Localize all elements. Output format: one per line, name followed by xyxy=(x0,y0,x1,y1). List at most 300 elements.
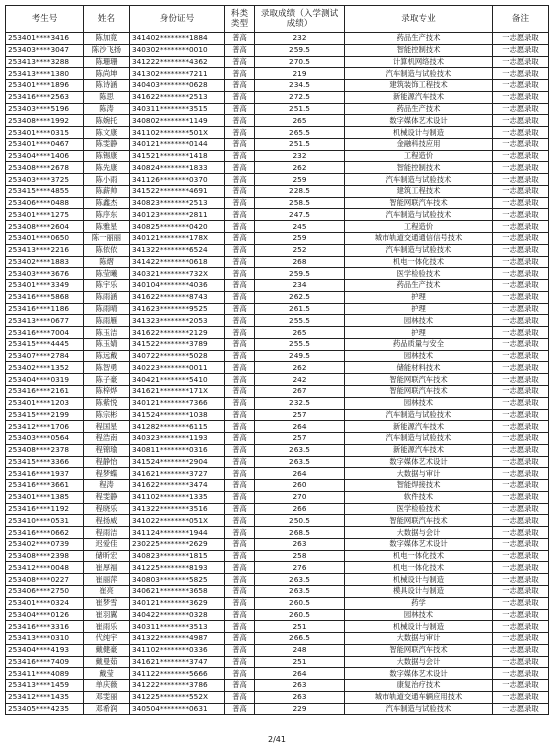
cell-exam-number: 253416****1192 xyxy=(6,503,84,515)
cell-category: 普高 xyxy=(225,138,255,150)
table-row xyxy=(6,703,549,715)
cell-exam-number: 253413****1459 xyxy=(6,680,84,692)
cell-student-name: 陈珊珊 xyxy=(84,56,130,68)
table-row xyxy=(6,291,549,303)
cell-category: 普高 xyxy=(225,127,255,139)
cell-exam-number: 253403****0564 xyxy=(6,433,84,445)
cell-remark: 一志愿录取 xyxy=(493,327,549,339)
cell-score: 234.5 xyxy=(255,80,345,92)
cell-exam-number: 253416****7004 xyxy=(6,327,84,339)
cell-major: 智能焊接技术 xyxy=(345,480,493,492)
cell-major: 医学检验技术 xyxy=(345,503,493,515)
table-row xyxy=(6,621,549,633)
cell-id-number: 340422********0328 xyxy=(130,609,225,621)
cell-remark: 一志愿录取 xyxy=(493,162,549,174)
cell-id-number: 340802********1149 xyxy=(130,115,225,127)
header-exam-number: 考生号 xyxy=(6,6,84,33)
cell-score: 251 xyxy=(255,656,345,668)
table-row xyxy=(6,409,549,421)
table-row xyxy=(6,421,549,433)
cell-student-name: 陈雨涵 xyxy=(84,291,130,303)
cell-major: 智能控制技术 xyxy=(345,44,493,56)
cell-score: 251 xyxy=(255,621,345,633)
cell-major: 城市轨道交通车辆应用技术 xyxy=(345,691,493,703)
table-row xyxy=(6,244,549,256)
cell-student-name: 陈序东 xyxy=(84,209,130,221)
cell-id-number: 341522********3789 xyxy=(130,338,225,350)
cell-major: 智能控制技术 xyxy=(345,162,493,174)
cell-major: 汽车制造与试验技术 xyxy=(345,68,493,80)
cell-remark: 一志愿录取 xyxy=(493,103,549,115)
cell-id-number: 341622********3474 xyxy=(130,480,225,492)
cell-major: 汽车制造与试验技术 xyxy=(345,409,493,421)
cell-id-number: 341622********2513 xyxy=(130,91,225,103)
table-row xyxy=(6,574,549,586)
table-row xyxy=(6,162,549,174)
cell-major: 模具设计与制造 xyxy=(345,585,493,597)
cell-category: 普高 xyxy=(225,221,255,233)
cell-remark: 一志愿录取 xyxy=(493,621,549,633)
cell-score: 229 xyxy=(255,703,345,715)
cell-id-number: 340121********7366 xyxy=(130,397,225,409)
cell-id-number: 340302********0010 xyxy=(130,44,225,56)
cell-id-number: 340121********3629 xyxy=(130,597,225,609)
cell-id-number: 341222********4362 xyxy=(130,56,225,68)
header-category xyxy=(225,6,255,33)
cell-exam-number: 253416****0662 xyxy=(6,527,84,539)
cell-category: 普高 xyxy=(225,409,255,421)
cell-student-name: 陈小雨 xyxy=(84,174,130,186)
cell-score: 247.5 xyxy=(255,209,345,221)
cell-remark: 一志愿录取 xyxy=(493,80,549,92)
cell-major: 新能源汽车技术 xyxy=(345,91,493,103)
cell-major: 计算机网络技术 xyxy=(345,56,493,68)
cell-exam-number: 253416****1937 xyxy=(6,468,84,480)
cell-remark: 一志愿录取 xyxy=(493,174,549,186)
cell-major: 园林技术 xyxy=(345,397,493,409)
cell-exam-number: 253416****2563 xyxy=(6,91,84,103)
cell-exam-number: 253415****4445 xyxy=(6,338,84,350)
cell-category: 普高 xyxy=(225,691,255,703)
cell-exam-number: 253408****2378 xyxy=(6,444,84,456)
cell-id-number: 341402********1884 xyxy=(130,33,225,45)
cell-remark: 一志愿录取 xyxy=(493,91,549,103)
cell-remark: 一志愿录取 xyxy=(493,150,549,162)
table-row xyxy=(6,338,549,350)
cell-remark: 一志愿录取 xyxy=(493,691,549,703)
cell-major: 工程造价 xyxy=(345,221,493,233)
table-row xyxy=(6,44,549,56)
cell-exam-number: 253401****1275 xyxy=(6,209,84,221)
cell-student-name: 崔厚福 xyxy=(84,562,130,574)
cell-remark: 一志愿录取 xyxy=(493,468,549,480)
cell-exam-number: 253416****2161 xyxy=(6,385,84,397)
cell-student-name: 程晓乐 xyxy=(84,503,130,515)
cell-major: 新能源汽车技术 xyxy=(345,444,493,456)
cell-category: 普高 xyxy=(225,574,255,586)
cell-student-name: 崔羽翼 xyxy=(84,609,130,621)
cell-score: 266 xyxy=(255,503,345,515)
cell-remark: 一志愿录取 xyxy=(493,315,549,327)
table-row xyxy=(6,174,549,186)
cell-id-number: 340824********1833 xyxy=(130,162,225,174)
cell-major: 汽车制造与试验技术 xyxy=(345,174,493,186)
table-row xyxy=(6,656,549,668)
cell-major: 工程造价 xyxy=(345,150,493,162)
cell-exam-number: 253412****1435 xyxy=(6,691,84,703)
cell-major: 城市轨道交通通信信号技术 xyxy=(345,233,493,245)
cell-score: 265 xyxy=(255,115,345,127)
cell-score: 248 xyxy=(255,644,345,656)
cell-id-number: 341621********3727 xyxy=(130,468,225,480)
cell-remark: 一志愿录取 xyxy=(493,656,549,668)
cell-category: 普高 xyxy=(225,550,255,562)
cell-remark: 一志愿录取 xyxy=(493,209,549,221)
cell-id-number: 341524********1038 xyxy=(130,409,225,421)
cell-remark: 一志愿录取 xyxy=(493,585,549,597)
table-row xyxy=(6,268,549,280)
cell-remark: 一志愿录取 xyxy=(493,44,549,56)
cell-category: 普高 xyxy=(225,503,255,515)
table-row xyxy=(6,456,549,468)
cell-score: 228.5 xyxy=(255,185,345,197)
cell-category: 普高 xyxy=(225,197,255,209)
cell-student-name: 邓雯丽 xyxy=(84,691,130,703)
cell-student-name: 陈文康 xyxy=(84,127,130,139)
cell-major: 汽车制造与试验技术 xyxy=(345,209,493,221)
cell-category: 普高 xyxy=(225,656,255,668)
cell-remark: 一志愿录取 xyxy=(493,421,549,433)
cell-exam-number: 253401****0467 xyxy=(6,138,84,150)
cell-student-name: 陈雯静 xyxy=(84,138,130,150)
cell-exam-number: 253413****1380 xyxy=(6,68,84,80)
cell-student-name: 迟爱佳 xyxy=(84,538,130,550)
cell-major: 机电一体化技术 xyxy=(345,562,493,574)
cell-score: 263 xyxy=(255,680,345,692)
cell-category: 普高 xyxy=(225,362,255,374)
cell-id-number: 341302********7211 xyxy=(130,68,225,80)
cell-student-name: 陈薪帅 xyxy=(84,185,130,197)
cell-exam-number: 253407****2784 xyxy=(6,350,84,362)
cell-major: 大数据与审计 xyxy=(345,468,493,480)
cell-exam-number: 253415****3366 xyxy=(6,456,84,468)
table-row xyxy=(6,668,549,680)
cell-score: 259.5 xyxy=(255,268,345,280)
cell-id-number: 341124********1944 xyxy=(130,527,225,539)
table-row xyxy=(6,585,549,597)
cell-score: 259 xyxy=(255,174,345,186)
cell-id-number: 340311********3515 xyxy=(130,103,225,115)
table-row xyxy=(6,56,549,68)
cell-major: 建筑工程技术 xyxy=(345,185,493,197)
cell-exam-number: 253408****2604 xyxy=(6,221,84,233)
cell-category: 普高 xyxy=(225,421,255,433)
cell-remark: 一志愿录取 xyxy=(493,280,549,292)
cell-id-number: 340104********4036 xyxy=(130,280,225,292)
cell-remark: 一志愿录取 xyxy=(493,362,549,374)
cell-remark: 一志愿录取 xyxy=(493,456,549,468)
cell-id-number: 341522********4691 xyxy=(130,185,225,197)
cell-id-number: 341102********0336 xyxy=(130,644,225,656)
cell-remark: 一志愿录取 xyxy=(493,668,549,680)
cell-category: 普高 xyxy=(225,668,255,680)
cell-category: 普高 xyxy=(225,538,255,550)
cell-id-number: 341122********5666 xyxy=(130,668,225,680)
table-row xyxy=(6,303,549,315)
cell-student-name: 邓希润 xyxy=(84,703,130,715)
cell-category: 普高 xyxy=(225,244,255,256)
cell-id-number: 340823********2513 xyxy=(130,197,225,209)
cell-category: 普高 xyxy=(225,303,255,315)
cell-major: 机电一体化技术 xyxy=(345,256,493,268)
cell-major: 智能网联汽车技术 xyxy=(345,515,493,527)
cell-major: 机械设计与制造 xyxy=(345,127,493,139)
cell-major: 机械设计与制造 xyxy=(345,574,493,586)
table-row xyxy=(6,374,549,386)
table-row xyxy=(6,91,549,103)
admission-table xyxy=(5,5,549,715)
table-row xyxy=(6,150,549,162)
cell-exam-number: 253403****5196 xyxy=(6,103,84,115)
cell-exam-number: 253403****3676 xyxy=(6,268,84,280)
table-row xyxy=(6,350,549,362)
cell-score: 263.5 xyxy=(255,444,345,456)
cell-id-number: 340403********0628 xyxy=(130,80,225,92)
cell-remark: 一志愿录取 xyxy=(493,374,549,386)
cell-exam-number: 253404****0319 xyxy=(6,374,84,386)
cell-exam-number: 253416****3661 xyxy=(6,480,84,492)
cell-exam-number: 253416****5868 xyxy=(6,291,84,303)
cell-category: 普高 xyxy=(225,174,255,186)
cell-student-name: 陈婉托 xyxy=(84,115,130,127)
cell-score: 245 xyxy=(255,221,345,233)
table-row xyxy=(6,538,549,550)
cell-score: 264 xyxy=(255,468,345,480)
cell-id-number: 341323********2053 xyxy=(130,315,225,327)
cell-major: 大数据与审计 xyxy=(345,633,493,645)
cell-score: 266.5 xyxy=(255,633,345,645)
cell-major: 数字媒体艺术设计 xyxy=(345,456,493,468)
cell-category: 普高 xyxy=(225,491,255,503)
cell-exam-number: 253402****0739 xyxy=(6,538,84,550)
table-row xyxy=(6,480,549,492)
cell-remark: 一志愿录取 xyxy=(493,433,549,445)
table-row xyxy=(6,233,549,245)
cell-score: 268.5 xyxy=(255,527,345,539)
cell-student-name: 陈雨晴 xyxy=(84,303,130,315)
cell-id-number: 340121********0144 xyxy=(130,138,225,150)
table-row xyxy=(6,103,549,115)
cell-major: 机械设计与制造 xyxy=(345,621,493,633)
cell-major: 大数据与会计 xyxy=(345,527,493,539)
cell-student-name: 陈远戴 xyxy=(84,350,130,362)
cell-student-name: 陈雅星 xyxy=(84,221,130,233)
cell-score: 249.5 xyxy=(255,350,345,362)
cell-remark: 一志愿录取 xyxy=(493,268,549,280)
cell-student-name: 陈莹曦 xyxy=(84,268,130,280)
cell-category: 普高 xyxy=(225,103,255,115)
cell-major: 智能网联汽车技术 xyxy=(345,197,493,209)
cell-category: 普高 xyxy=(225,385,255,397)
cell-exam-number: 253408****2398 xyxy=(6,550,84,562)
cell-student-name: 单庆薇 xyxy=(84,680,130,692)
cell-score: 232 xyxy=(255,150,345,162)
cell-score: 272.5 xyxy=(255,91,345,103)
cell-category: 普高 xyxy=(225,115,255,127)
table-row xyxy=(6,33,549,45)
cell-id-number: 341022********051X xyxy=(130,515,225,527)
cell-category: 普高 xyxy=(225,433,255,445)
cell-student-name: 崔雨乐 xyxy=(84,621,130,633)
cell-student-name: 戴曼茹 xyxy=(84,656,130,668)
cell-category: 普高 xyxy=(225,68,255,80)
table-row xyxy=(6,385,549,397)
cell-exam-number: 253403****3725 xyxy=(6,174,84,186)
cell-exam-number: 253401****1896 xyxy=(6,80,84,92)
cell-category: 普高 xyxy=(225,268,255,280)
table-row xyxy=(6,209,549,221)
cell-category: 普高 xyxy=(225,468,255,480)
table-row xyxy=(6,68,549,80)
cell-id-number: 340803********5825 xyxy=(130,574,225,586)
cell-category: 普高 xyxy=(225,80,255,92)
cell-student-name: 陈梓烨 xyxy=(84,385,130,397)
cell-student-name: 崔亮 xyxy=(84,585,130,597)
cell-major: 药品质量与安全 xyxy=(345,338,493,350)
table-row xyxy=(6,185,549,197)
cell-remark: 一志愿录取 xyxy=(493,480,549,492)
cell-student-name: 陈智勇 xyxy=(84,362,130,374)
table-row xyxy=(6,491,549,503)
cell-id-number: 341322********3516 xyxy=(130,503,225,515)
header-remark: 备注 xyxy=(493,6,549,33)
table-row xyxy=(6,280,549,292)
cell-student-name: 储昕宏 xyxy=(84,550,130,562)
table-row xyxy=(6,550,549,562)
table-body xyxy=(6,33,549,715)
cell-remark: 一志愿录取 xyxy=(493,703,549,715)
cell-score: 251.5 xyxy=(255,138,345,150)
cell-score: 262 xyxy=(255,362,345,374)
cell-id-number: 340321********732X xyxy=(130,268,225,280)
table-row xyxy=(6,503,549,515)
cell-remark: 一志愿录取 xyxy=(493,550,549,562)
cell-remark: 一志愿录取 xyxy=(493,527,549,539)
cell-major: 大数据与会计 xyxy=(345,656,493,668)
cell-id-number: 341524********2904 xyxy=(130,456,225,468)
table-row xyxy=(6,138,549,150)
cell-major: 汽车制造与试验技术 xyxy=(345,703,493,715)
cell-major: 数字媒体艺术设计 xyxy=(345,668,493,680)
header-major: 录取专业 xyxy=(345,6,493,33)
cell-id-number: 340421********5410 xyxy=(130,374,225,386)
cell-score: 270.5 xyxy=(255,56,345,68)
cell-id-number: 340825********0420 xyxy=(130,221,225,233)
table-row xyxy=(6,597,549,609)
cell-id-number: 341621********3747 xyxy=(130,656,225,668)
cell-score: 255.5 xyxy=(255,338,345,350)
cell-remark: 一志愿录取 xyxy=(493,68,549,80)
cell-student-name: 陈诗涵 xyxy=(84,80,130,92)
cell-remark: 一志愿录取 xyxy=(493,503,549,515)
table-row xyxy=(6,468,549,480)
cell-id-number: 341623********9525 xyxy=(130,303,225,315)
cell-major: 园林技术 xyxy=(345,609,493,621)
cell-id-number: 340823********1815 xyxy=(130,550,225,562)
cell-score: 276 xyxy=(255,562,345,574)
cell-score: 260.5 xyxy=(255,609,345,621)
cell-category: 普高 xyxy=(225,397,255,409)
cell-category: 普高 xyxy=(225,480,255,492)
table-row xyxy=(6,221,549,233)
cell-major: 汽车制造与试验技术 xyxy=(345,244,493,256)
cell-category: 普高 xyxy=(225,91,255,103)
cell-student-name: 崔丽萍 xyxy=(84,574,130,586)
cell-major: 药学 xyxy=(345,597,493,609)
cell-id-number: 340323********1193 xyxy=(130,433,225,445)
cell-id-number: 341282********6115 xyxy=(130,421,225,433)
cell-category: 普高 xyxy=(225,703,255,715)
cell-category: 普高 xyxy=(225,562,255,574)
cell-major: 储能材料技术 xyxy=(345,362,493,374)
cell-score: 232 xyxy=(255,33,345,45)
cell-id-number: 340123********2811 xyxy=(130,209,225,221)
cell-score: 263 xyxy=(255,691,345,703)
cell-exam-number: 253406****2750 xyxy=(6,585,84,597)
cell-id-number: 340621********3658 xyxy=(130,585,225,597)
cell-remark: 一志愿录取 xyxy=(493,233,549,245)
cell-exam-number: 253402****1352 xyxy=(6,362,84,374)
cell-score: 260.5 xyxy=(255,597,345,609)
cell-id-number: 340811********0316 xyxy=(130,444,225,456)
cell-score: 260 xyxy=(255,480,345,492)
header-id-number: 身份证号 xyxy=(130,6,225,33)
cell-category: 普高 xyxy=(225,456,255,468)
cell-id-number: 341322********6524 xyxy=(130,244,225,256)
cell-category: 普高 xyxy=(225,291,255,303)
cell-exam-number: 253416****7409 xyxy=(6,656,84,668)
cell-score: 258.5 xyxy=(255,197,345,209)
cell-student-name: 陈一丽丽 xyxy=(84,233,130,245)
cell-student-name: 戴健豪 xyxy=(84,644,130,656)
cell-student-name: 陈宇乐 xyxy=(84,280,130,292)
cell-remark: 一志愿录取 xyxy=(493,633,549,645)
cell-remark: 一志愿录取 xyxy=(493,385,549,397)
cell-category: 普高 xyxy=(225,338,255,350)
cell-score: 265.5 xyxy=(255,127,345,139)
cell-score: 268 xyxy=(255,256,345,268)
cell-id-number: 341225********552X xyxy=(130,691,225,703)
cell-student-name: 程雨洁 xyxy=(84,527,130,539)
table-row xyxy=(6,562,549,574)
cell-remark: 一志愿录取 xyxy=(493,538,549,550)
cell-id-number: 230225********2629 xyxy=(130,538,225,550)
cell-score: 267 xyxy=(255,385,345,397)
cell-major: 智能网联汽车技术 xyxy=(345,374,493,386)
cell-id-number: 341225********8193 xyxy=(130,562,225,574)
cell-remark: 一志愿录取 xyxy=(493,303,549,315)
cell-score: 219 xyxy=(255,68,345,80)
cell-major: 金融科技应用 xyxy=(345,138,493,150)
cell-student-name: 陈沙飞扬 xyxy=(84,44,130,56)
cell-category: 普高 xyxy=(225,680,255,692)
cell-student-name: 陈宗彬 xyxy=(84,409,130,421)
page-number: 2/41 xyxy=(268,735,286,744)
cell-major: 医学检验技术 xyxy=(345,268,493,280)
cell-exam-number: 253413****3288 xyxy=(6,56,84,68)
cell-exam-number: 253416****3316 xyxy=(6,621,84,633)
table-row xyxy=(6,315,549,327)
